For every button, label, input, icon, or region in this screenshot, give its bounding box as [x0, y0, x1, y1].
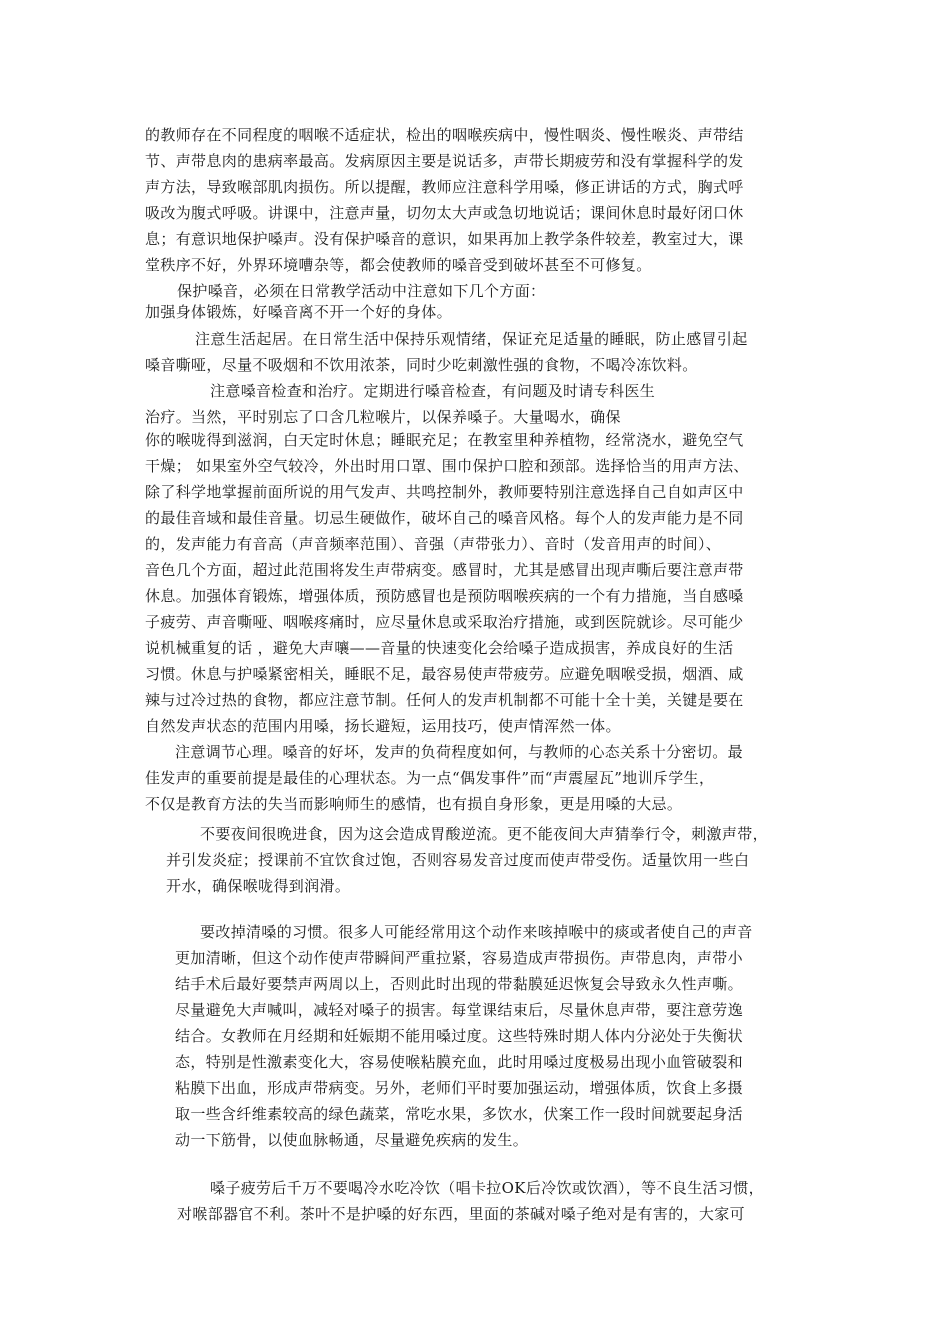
text-line: 要改掉清嗓的习惯。很多人可能经常用这个动作来咳掉喉中的痰或者使自己的声音 — [200, 923, 753, 941]
text-line: 干燥； 如果室外空气较冷，外出时用口罩、围巾保护口腔和颈部。选择恰当的用声方法、 — [145, 457, 749, 475]
text-line: 音色几个方面，超过此范围将发生声带病变。感冒时，尤其是感冒出现声嘶后要注意声带 — [145, 561, 744, 579]
text-line: 注意嗓音检查和治疗。定期进行嗓音检查，有问题及时请专科医生 — [210, 382, 656, 400]
text-line: 动一下筋骨，以使血脉畅通，尽量避免疾病的发生。 — [175, 1131, 529, 1149]
text-line: 的，发声能力有音高（声音频率范围）、音强（声带张力）、音时（发音用声的时间）、 — [145, 535, 722, 553]
text-line: 你的喉咙得到滋润，白天定时休息；睡眠充足；在教室里种养植物，经常浇水，避免空气 — [145, 431, 744, 449]
text-line: 说机械重复的话 ，避免大声嚷——音量的快速变化会给嗓子造成损害，养成良好的生活 — [145, 639, 734, 657]
text-line: 习惯。休息与护嗓紧密相关，睡眠不足，最容易使声带疲劳。应避免咽喉受损，烟酒、咸 — [145, 665, 744, 683]
text-line: 声方法，导致喉部肌肉损伤。所以提醒，教师应注意科学用嗓，修正讲话的方式，胸式呼 — [145, 178, 744, 196]
text-line: 的最佳音域和最佳音量。切忌生硬做作，破坏自己的嗓音风格。每个人的发声能力是不同 — [145, 509, 744, 527]
text-line: 开水，确保喉咙得到润滑。 — [166, 877, 351, 895]
text-line: 结合。女教师在月经期和妊娠期不能用嗓过度。这些特殊时期人体内分泌处于失衡状 — [175, 1027, 743, 1045]
text-line: 的教师存在不同程度的咽喉不适症状，检出的咽喉疾病中，慢性咽炎、慢性喉炎、声带结 — [145, 126, 744, 144]
text-line: 息；有意识地保护嗓声。没有保护嗓音的意识，如果再加上教学条件较差，教室过大，课 — [145, 230, 744, 248]
text-line: 嗓音嘶哑，尽量不吸烟和不饮用浓茶，同时少吃刺激性强的食物，不喝冷冻饮料。 — [145, 356, 698, 374]
text-line: 对喉部器官不利。茶叶不是护嗓的好东西，里面的茶碱对嗓子绝对是有害的，大家可 — [177, 1205, 745, 1223]
text-line: 取一些含纤维素较高的绿色蔬菜，常吃水果，多饮水，伏案工作一段时间就要起身活 — [175, 1105, 743, 1123]
text-line: 并引发炎症；授课前不宜饮食过饱，否则容易发音过度而使声带受伤。适量饮用一些白 — [166, 851, 750, 869]
text-line: 态，特别是性激素变化大，容易使喉粘膜充血，此时用嗓过度极易出现小血管破裂和 — [175, 1053, 743, 1071]
text-line: 结手术后最好要禁声两周以上，否则此时出现的带黏膜延迟恢复会导致永久性声嘶。 — [175, 975, 743, 993]
text-line: 节、声带息肉的患病率最高。发病原因主要是说话多，声带长期疲劳和没有掌握科学的发 — [145, 152, 744, 170]
text-line: 粘膜下出血，形成声带病变。另外，老师们平时要加强运动，增强体质，饮食上多摄 — [175, 1079, 743, 1097]
text-line: 注意调节心理。嗓音的好坏，发声的负荷程度如何，与教师的心态关系十分密切。最 — [175, 743, 743, 761]
text-line: 尽量避免大声喊叫，减轻对嗓子的损害。每堂课结束后，尽量休息声带，要注意劳逸 — [175, 1001, 743, 1019]
text-line: 休息。加强体育锻炼，增强体质，预防感冒也是预防咽喉疾病的一个有力措施，当自感嗓 — [145, 587, 744, 605]
text-line: 辣与过冷过热的食物，都应注意节制。任何人的发声机制都不可能十全十美，关键是要在 — [145, 691, 744, 709]
text-line: 不仅是教育方法的失当而影响师生的感情，也有损自身形象，更是用嗓的大忌。 — [145, 795, 683, 813]
text-line: 自然发声状态的范围内用嗓，扬长避短，运用技巧，使声情浑然一体。 — [145, 717, 621, 735]
text-line: 保护嗓音，必须在日常教学活动中注意如下几个方面： — [177, 282, 546, 300]
text-line: 嗓子疲劳后千万不要喝冷水吃冷饮（唱卡拉OK后冷饮或饮酒），等不良生活习惯， — [210, 1179, 764, 1197]
text-line: 更加清晰，但这个动作使声带瞬间严重拉紧，容易造成声带损伤。声带息肉，声带小 — [175, 949, 743, 967]
text-line: 除了科学地掌握前面所说的用气发声、共鸣控制外，教师要特别注意选择自己自如声区中 — [145, 483, 744, 501]
text-line: 子疲劳、声音嘶哑、咽喉疼痛时，应尽量休息或采取治疗措施，或到医院就诊。尽可能少 — [145, 613, 744, 631]
text-line: 注意生活起居。在日常生活中保持乐观情绪，保证充足适量的睡眠，防止感冒引起 — [195, 330, 748, 348]
text-line: 不要夜间很晚进食，因为这会造成胃酸逆流。更不能夜间大声猜拳行令，刺激声带， — [200, 825, 768, 843]
text-line: 佳发声的重要前提是最佳的心理状态。为一点“偶发事件”而“声震屋瓦”地训斥学生， — [145, 769, 715, 787]
text-line: 治疗。当然，平时别忘了口含几粒喉片，以保养嗓子。大量喝水，确保 — [145, 408, 621, 426]
text-line: 堂秩序不好，外界环境嘈杂等，都会使教师的嗓音受到破坏甚至不可修复。 — [145, 256, 652, 274]
text-line: 加强身体锻炼，好嗓音离不开一个好的身体。 — [145, 303, 453, 321]
text-line: 吸改为腹式呼吸。讲课中，注意声量，切勿太大声或急切地说话；课间休息时最好闭口休 — [145, 204, 744, 222]
